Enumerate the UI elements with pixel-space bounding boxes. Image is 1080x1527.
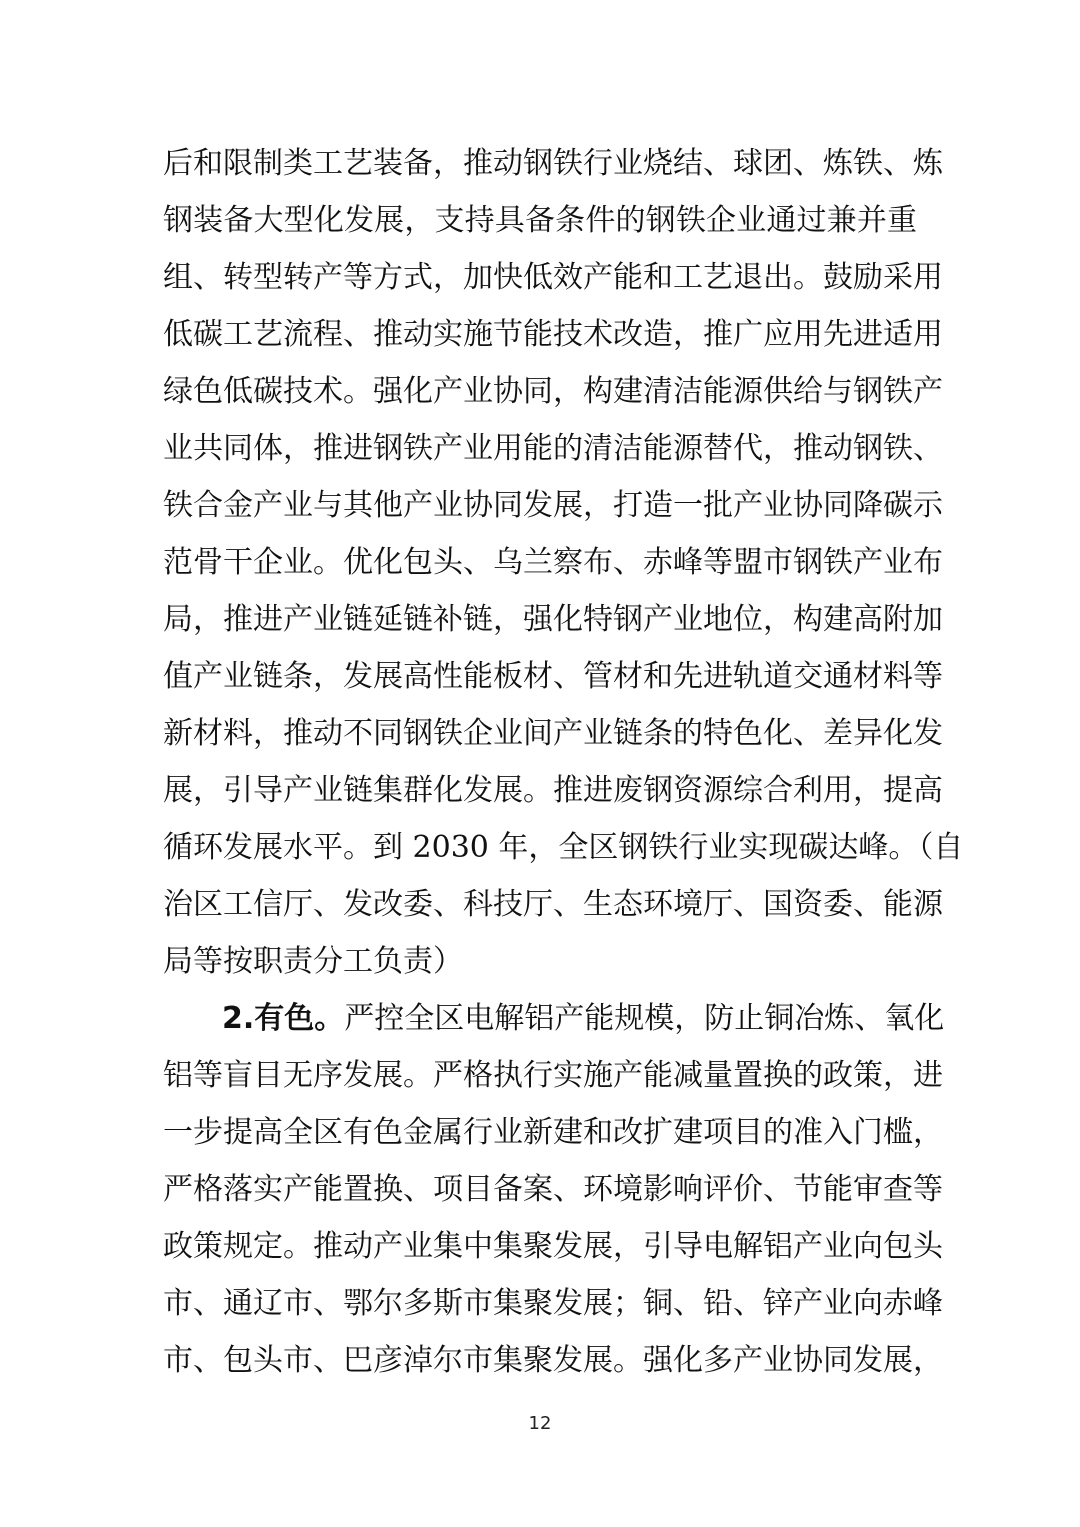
text-line: 严格落实产能置换、项目备案、环境影响评价、节能审查等 bbox=[163, 1172, 943, 1207]
section-heading: 2.有色。 bbox=[222, 1001, 345, 1036]
text-line: 局，推进产业链延链补链，强化特钢产业地位，构建高附加 bbox=[163, 602, 943, 637]
text-line-first bbox=[222, 999, 945, 1039]
text-line: 后和限制类工艺装备，推动钢铁行业烧结、球团、炼铁、炼 bbox=[163, 146, 943, 181]
text-line: 政策规定。推动产业集中集聚发展，引导电解铝产业向包头 bbox=[163, 1229, 943, 1264]
text-line: 市、通辽市、鄂尔多斯市集聚发展；铜、铅、锌产业向赤峰 bbox=[163, 1286, 943, 1321]
text-line: 业共同体，推进钢铁产业用能的清洁能源替代，推动钢铁、 bbox=[163, 431, 943, 466]
text-line: 铝等盲目无序发展。严格执行实施产能减量置换的政策，进 bbox=[163, 1058, 943, 1093]
text-line: 一步提高全区有色金属行业新建和改扩建项目的准入门槛， bbox=[163, 1115, 943, 1150]
text-line: 局等按职责分工负责） bbox=[163, 944, 463, 979]
text-line: 范骨干企业。优化包头、乌兰察布、赤峰等盟市钢铁产业布 bbox=[163, 545, 943, 580]
text-line: 展，引导产业链集群化发展。推进废钢资源综合利用，提高 bbox=[163, 773, 943, 808]
section-heading-rest: 严控全区电解铝产能规模，防止铜冶炼、氧化 bbox=[344, 1001, 945, 1036]
text-line: 值产业链条，发展高性能板材、管材和先进轨道交通材料等 bbox=[163, 659, 943, 694]
text-line: 新材料，推动不同钢铁企业间产业链条的特色化、差异化发 bbox=[163, 716, 943, 751]
text-line: 循环发展水平。到 2030 年，全区钢铁行业实现碳达峰。（自 bbox=[163, 830, 964, 865]
text-line: 低碳工艺流程、推动实施节能技术改造，推广应用先进适用 bbox=[163, 317, 943, 352]
text-line: 市、包头市、巴彦淖尔市集聚发展。强化多产业协同发展， bbox=[163, 1343, 943, 1378]
text-line: 铁合金产业与其他产业协同发展，打造一批产业协同降碳示 bbox=[163, 488, 943, 523]
text-line: 组、转型转产等方式，加快低效产能和工艺退出。鼓励采用 bbox=[163, 260, 943, 295]
page-number: 12 bbox=[528, 1413, 552, 1434]
text-line: 治区工信厅、发改委、科技厅、生态环境厅、国资委、能源 bbox=[163, 887, 943, 922]
text-line: 钢装备大型化发展，支持具备条件的钢铁企业通过兼并重 bbox=[163, 203, 917, 238]
text-line: 绿色低碳技术。强化产业协同，构建清洁能源供给与钢铁产 bbox=[163, 374, 943, 409]
